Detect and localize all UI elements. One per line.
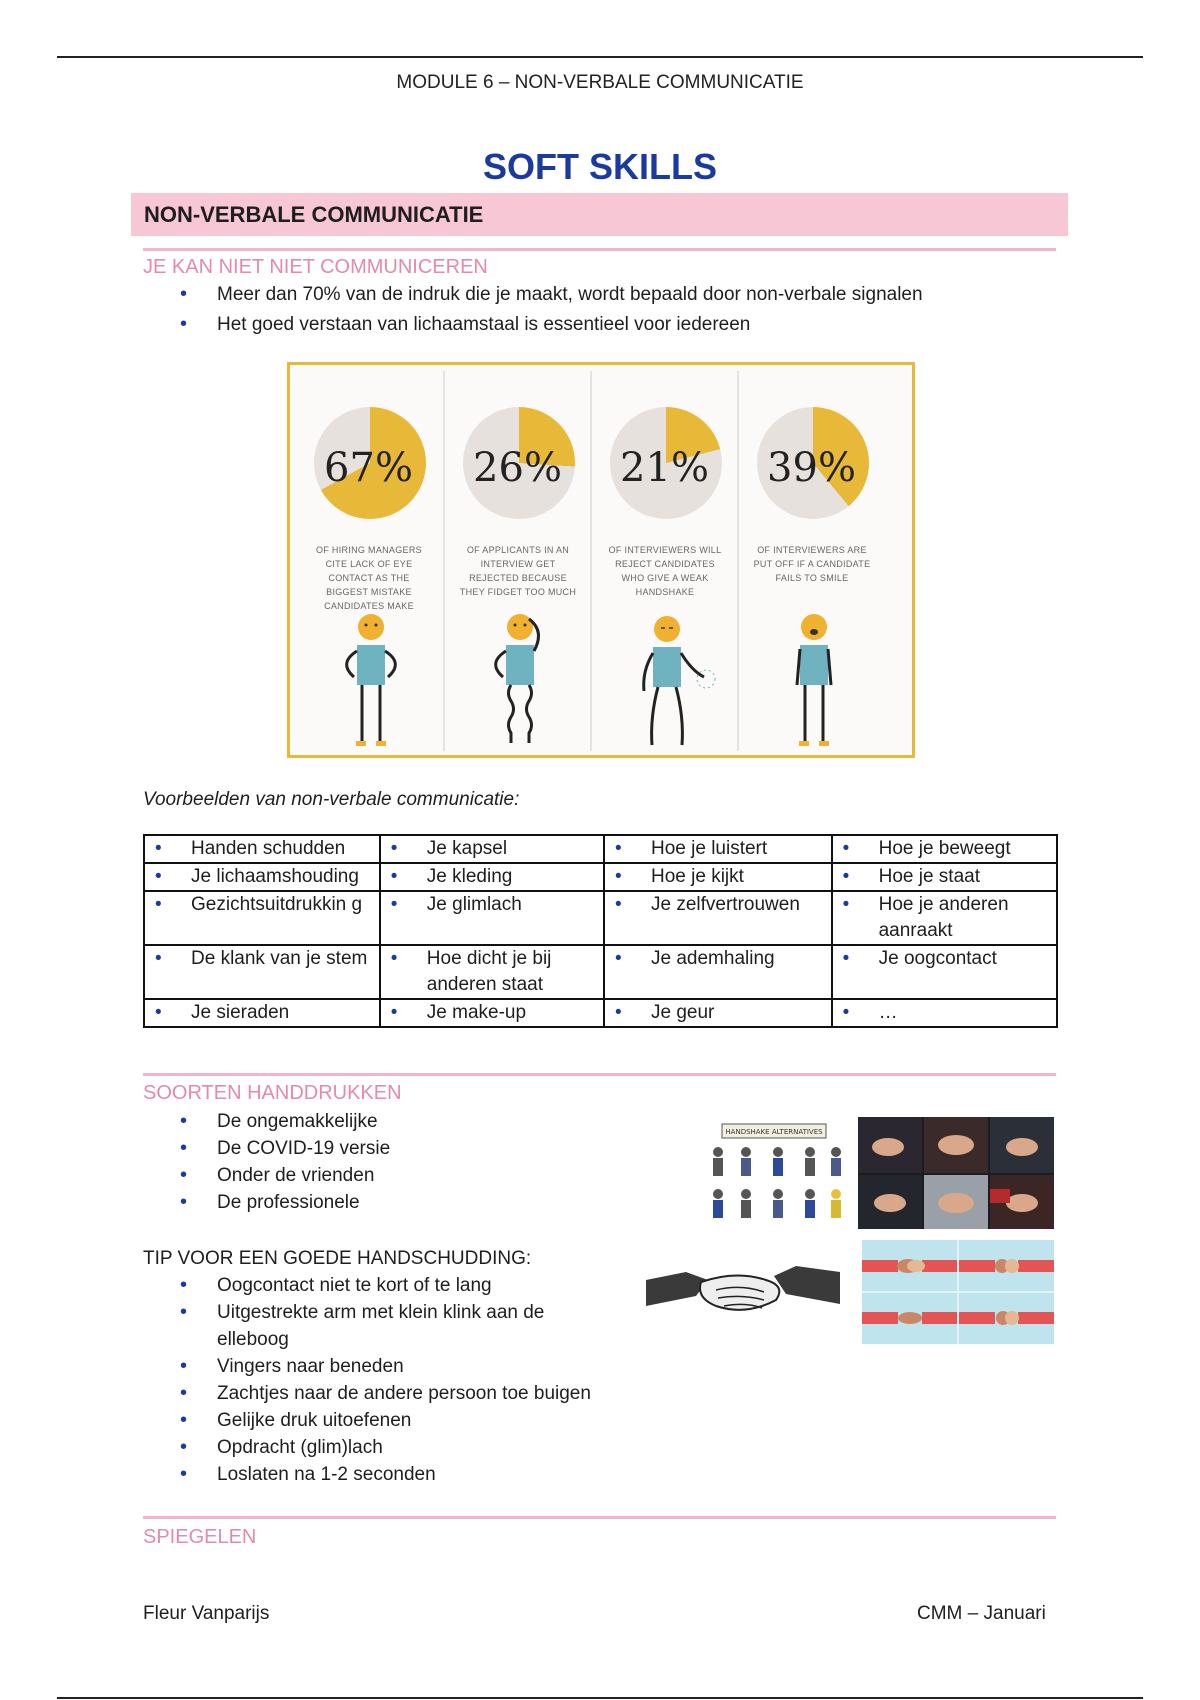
stat-column	[443, 371, 590, 751]
stat-caption: OF INTERVIEWERS WILL REJECT CANDIDATES WHO GIVE A WEAK HANDSHAKE	[608, 545, 722, 597]
table-cell: • Je kapsel	[381, 836, 599, 862]
figure-fidget-icon	[465, 611, 575, 751]
list-item: • Onder de vrienden	[180, 1162, 390, 1189]
table-cell: • Je glimlach	[381, 892, 599, 918]
handshake-types-list	[180, 1108, 390, 1216]
stat-caption: OF INTERVIEWERS ARE PUT OFF IF A CANDIDATE FAILS TO SMILE	[753, 545, 871, 583]
stat-percent: 26%	[473, 445, 562, 491]
divider	[143, 1516, 1056, 1519]
table-cell: • Je ademhaling	[605, 946, 827, 972]
list-item: • Gelijke druk uitoefenen	[180, 1407, 620, 1434]
section-heading-spiegelen: SPIEGELEN	[143, 1526, 257, 1548]
table-cell: • Hoe je beweegt	[833, 836, 1052, 862]
handshake-photo-collage	[858, 1117, 1054, 1229]
intro-bullets	[180, 281, 923, 338]
table-cell: • De klank van je stem	[145, 946, 375, 972]
bottom-rule	[57, 1697, 1143, 1699]
table-cell: • Handen schudden	[145, 836, 375, 862]
list-item: • De COVID-19 versie	[180, 1135, 390, 1162]
stat-caption: OF HIRING MANAGERS CITE LACK OF EYE CONTACT AS THE BIGGEST MISTAKE CANDIDATES MAKE	[316, 545, 422, 611]
table-cell: • Gezichtsuitdrukkin g	[145, 892, 375, 918]
table-cell: • Hoe je anderen aanraakt	[833, 892, 1052, 944]
handshake-engraving	[646, 1250, 840, 1338]
footer-author: Fleur Vanparijs	[143, 1603, 270, 1624]
infographic	[287, 362, 915, 758]
module-header: MODULE 6 – NON-VERBALE COMMUNICATIE	[396, 72, 804, 93]
cartoon-title: HANDSHAKE ALTERNATIVES	[725, 1128, 823, 1136]
table-cell: • Je lichaamshouding	[145, 864, 375, 890]
table-cell: • …	[833, 1000, 1052, 1026]
list-item: • Uitgestrekte arm met klein klink aan de elleboog	[180, 1299, 620, 1353]
stat-column	[590, 371, 737, 751]
list-item: • Meer dan 70% van de indruk die je maakt, wordt bepaald door non-verbale signalen	[180, 281, 923, 308]
table-row	[144, 835, 1057, 863]
list-item: • Het goed verstaan van lichaamstaal is essentieel voor iedereen	[180, 311, 923, 338]
list-item: • Zachtjes naar de andere persoon toe buigen	[180, 1380, 620, 1407]
figure-weak-handshake-icon	[612, 611, 722, 751]
handshake-illustrations	[862, 1240, 1054, 1344]
stat-column	[737, 371, 884, 751]
stat-percent: 39%	[767, 445, 856, 491]
top-rule	[57, 56, 1143, 58]
table-row	[144, 891, 1057, 945]
figure-eye-contact-icon	[316, 611, 426, 751]
table-cell: • Je geur	[605, 1000, 827, 1026]
table-cell: • Hoe dicht je bij anderen staat	[381, 946, 599, 998]
footer-course: CMM – Januari	[917, 1603, 1046, 1624]
handshake-alternatives-cartoon	[700, 1122, 848, 1234]
table-cell: • Hoe je kijkt	[605, 864, 827, 890]
table-cell: • Hoe je luistert	[605, 836, 827, 862]
table-row	[144, 863, 1057, 891]
stat-caption: OF APPLICANTS IN AN INTERVIEW GET REJECTED BECAUSE THEY FIDGET TOO MUCH	[459, 545, 577, 597]
section-banner	[131, 193, 1068, 236]
table-cell: • Je sieraden	[145, 1000, 375, 1026]
tip-list	[180, 1272, 620, 1488]
divider	[143, 248, 1056, 251]
table-cell: • Je kleding	[381, 864, 599, 890]
stat-percent: 67%	[324, 445, 413, 491]
examples-label: Voorbeelden van non-verbale communicatie:	[143, 789, 520, 810]
table-cell: • Hoe je staat	[833, 864, 1052, 890]
table-row	[144, 945, 1057, 999]
page-title: SOFT SKILLS	[483, 146, 717, 187]
tip-heading: TIP VOOR EEN GOEDE HANDSCHUDDING:	[143, 1248, 532, 1269]
divider	[143, 1073, 1056, 1076]
table-cell: • Je zelfvertrouwen	[605, 892, 827, 918]
section-heading-handdrukken: SOORTEN HANDDRUKKEN	[143, 1082, 402, 1104]
banner-title: NON-VERBALE COMMUNICATIE	[144, 202, 484, 227]
figure-no-smile-icon	[759, 611, 869, 751]
table-row	[144, 999, 1057, 1027]
list-item: • Loslaten na 1-2 seconden	[180, 1461, 620, 1488]
table-cell: • Je oogcontact	[833, 946, 1052, 972]
list-item: • Oogcontact niet te kort of te lang	[180, 1272, 620, 1299]
examples-table	[143, 834, 1058, 1028]
list-item: • Opdracht (glim)lach	[180, 1434, 620, 1461]
list-item: • De professionele	[180, 1189, 390, 1216]
list-item: • De ongemakkelijke	[180, 1108, 390, 1135]
stat-column	[296, 371, 441, 751]
list-item: • Vingers naar beneden	[180, 1353, 620, 1380]
section-heading-communiceren: JE KAN NIET NIET COMMUNICEREN	[143, 256, 488, 278]
table-cell: • Je make-up	[381, 1000, 599, 1026]
stat-percent: 21%	[620, 445, 709, 491]
